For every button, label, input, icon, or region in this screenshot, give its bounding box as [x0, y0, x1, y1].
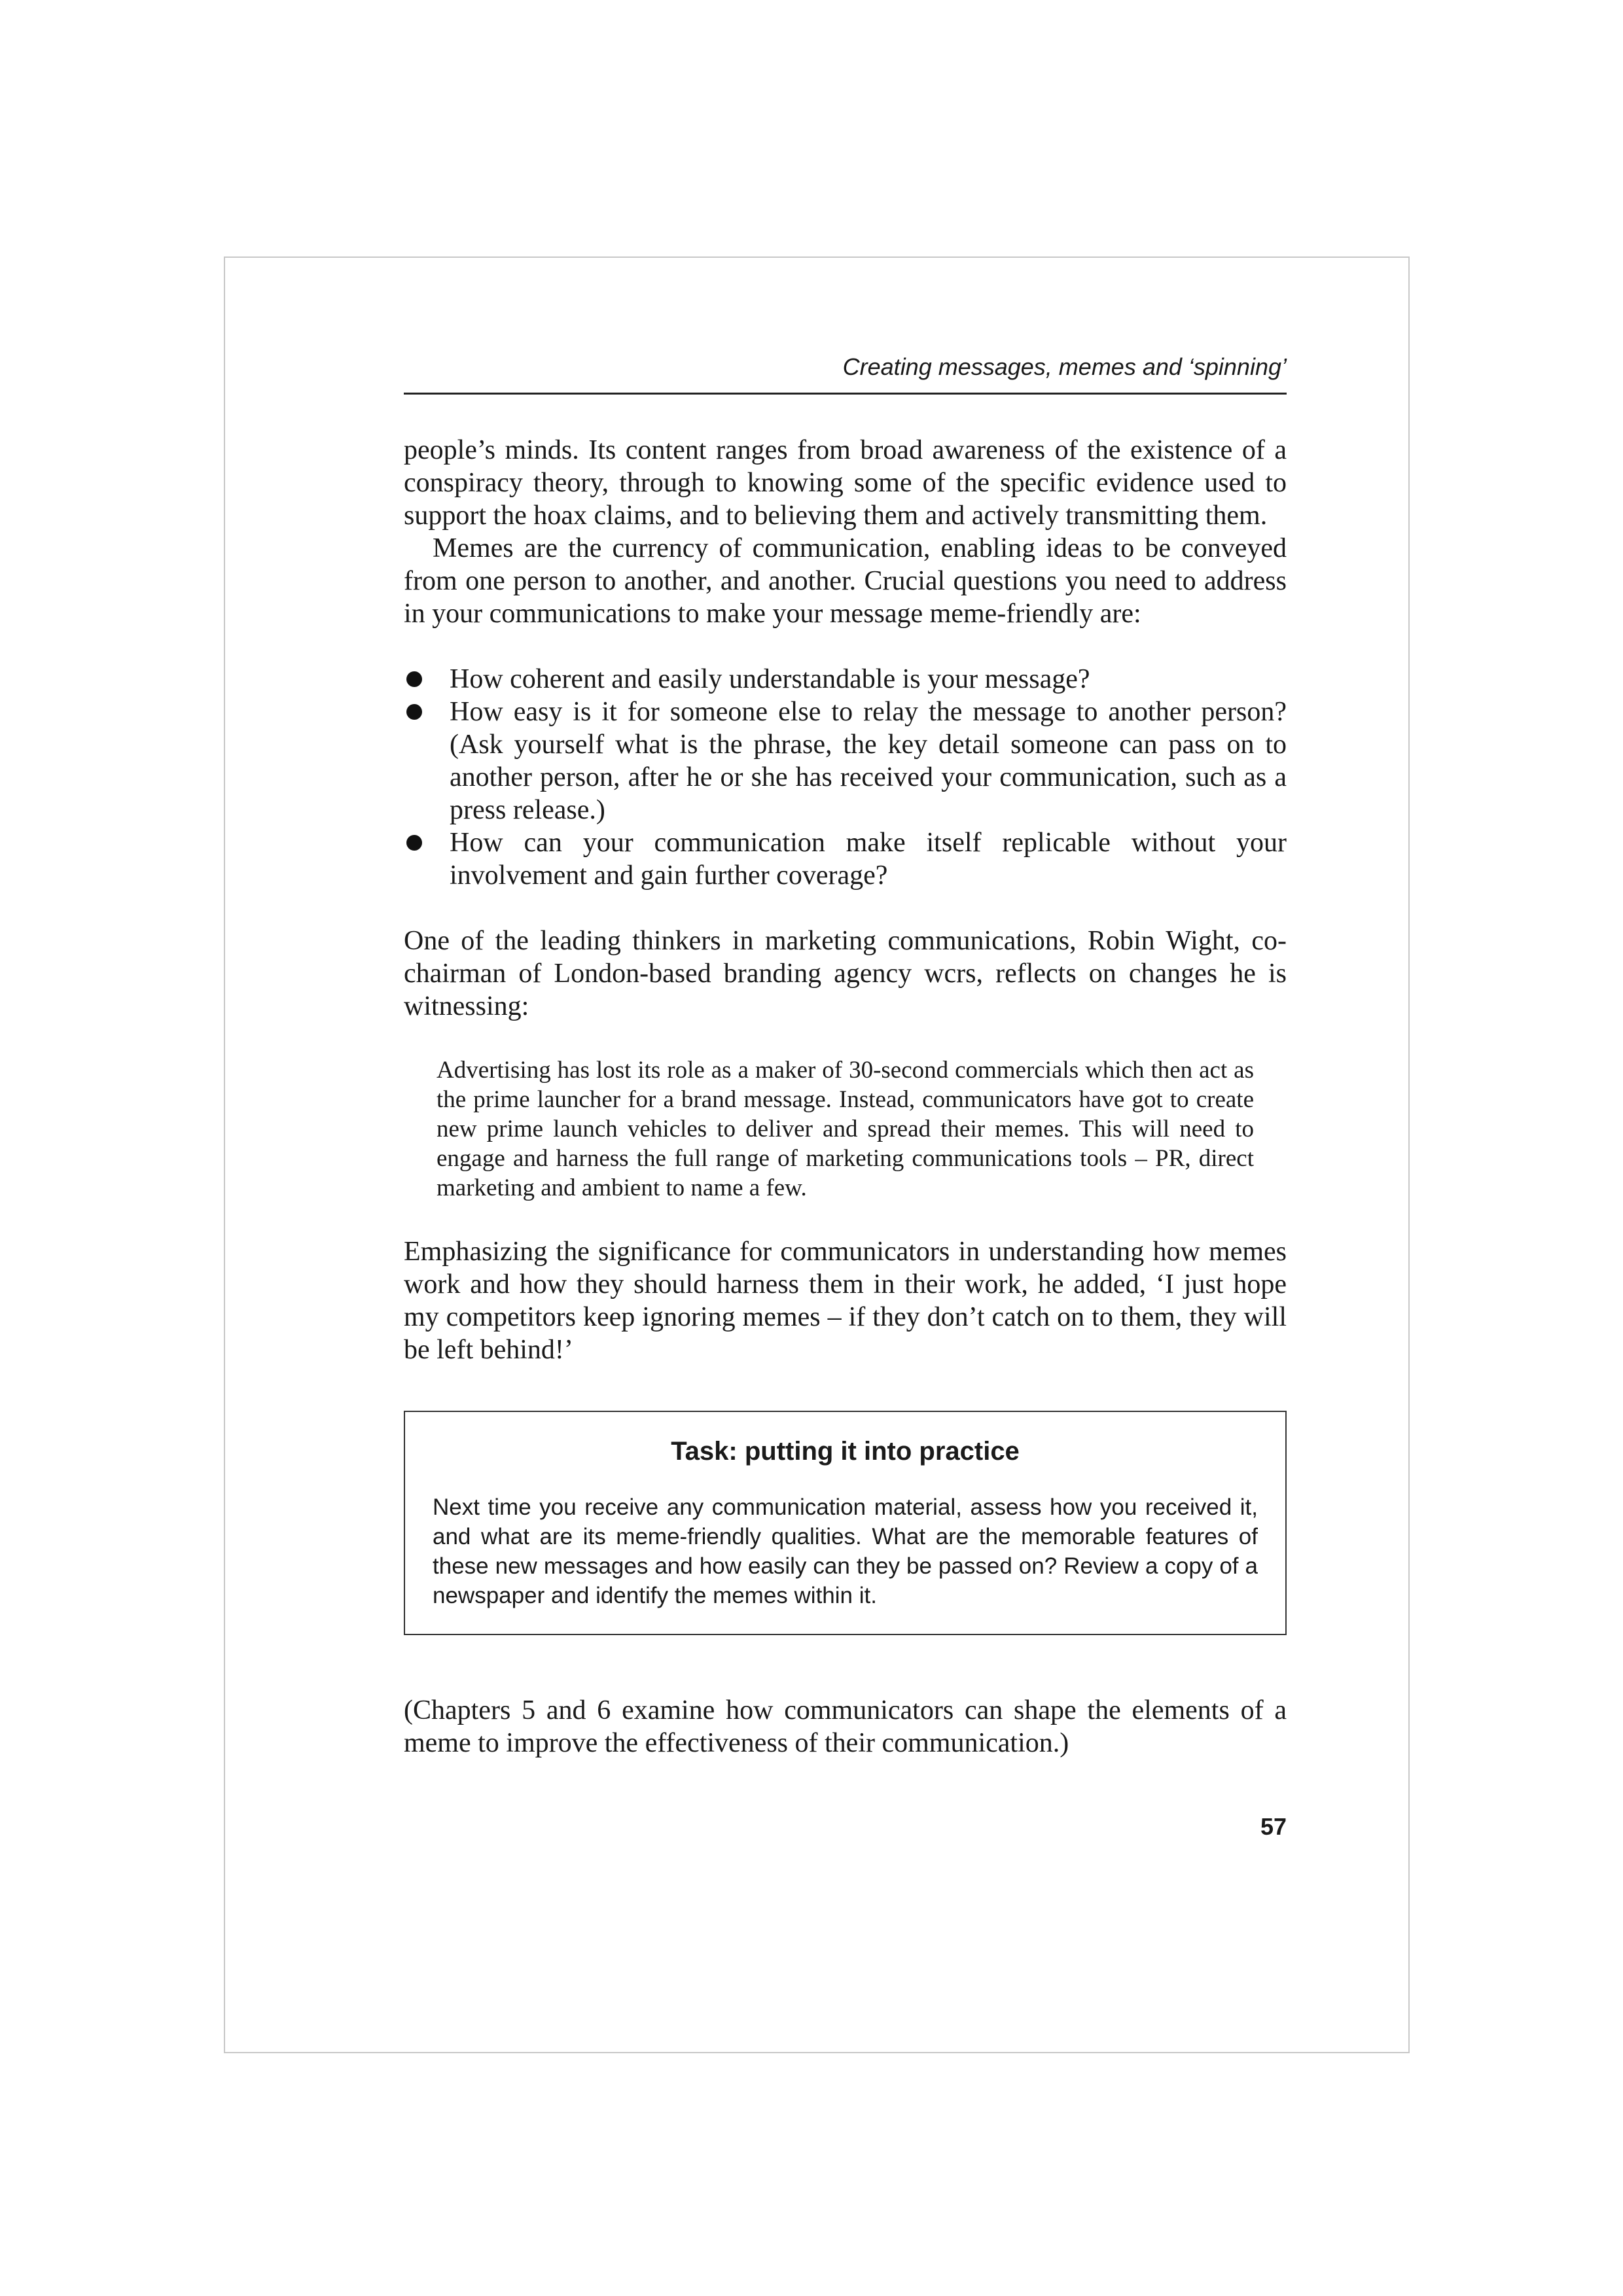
body-text: [404, 925, 1287, 1023]
task-body: Next time you receive any communication material, assess how you received it, and what are its meme-friendly qualities. What are the memorable features of these new messages and how easily can they be passed on? Review a copy of a newspaper and identify the memes within it.: [433, 1494, 1258, 1608]
paragraph: people’s minds. Its content ranges from broad awareness of the existence of a conspiracy theory, through to knowing some of the specific evidence used to support the hoax claims, and to believing them and actively transmitting them.: [404, 435, 1287, 531]
body-text: [404, 1694, 1287, 1759]
paragraph: (Chapters 5 and 6 examine how communicators can shape the elements of a meme to improve the effectiveness of their communication.): [404, 1695, 1287, 1758]
bullet-icon: [406, 671, 422, 687]
bullet-icon: [406, 835, 422, 851]
paragraph: Memes are the currency of communication, enabling ideas to be conveyed from one person to another, and another. Crucial questions you need to address in your communications to make your message meme-friendly are:: [404, 533, 1287, 629]
body-text: [404, 1235, 1287, 1366]
page-number: 57: [1260, 1813, 1287, 1840]
list-item: [404, 663, 1287, 696]
task-box: [404, 1411, 1287, 1635]
running-head: Creating messages, memes and ‘spinning’: [404, 353, 1287, 395]
list-item: [404, 696, 1287, 826]
block-quote: Advertising has lost its role as a maker of 30-second commercials which then act as the prime launcher for a brand message. Instead, communicators have got to create new prime launch vehicles to deliver and spread their memes. This will need to engage and harness the full range of marketing communications tools – PR, direct marketing and ambient to name a few.: [437, 1057, 1254, 1201]
paragraph: Emphasizing the significance for communicators in understanding how memes work and how they should harness them in their work, he added, ‘I just hope my competitors keep ignoring memes – if they don’t catch on to them, they will be left behind!’: [404, 1237, 1287, 1365]
paragraph: One of the leading thinkers in marketing communications, Robin Wight, co-chairman of London-based branding agency wcrs, reflects on changes he is witnessing:: [404, 926, 1287, 1021]
body-text: [404, 434, 1287, 630]
bullet-icon: [406, 704, 422, 720]
bullet-list: [404, 663, 1287, 892]
list-item-text: How can your communication make itself replicable without your involvement and gain further coverage?: [450, 828, 1287, 891]
list-item: [404, 826, 1287, 892]
list-item-text: How easy is it for someone else to relay the message to another person? (Ask yourself what is the phrase, the key detail someone can pass on to another person, after he or she has received your communication, such as a press release.): [450, 697, 1287, 825]
task-title: Task: putting it into practice: [671, 1437, 1020, 1466]
list-item-text: How coherent and easily understandable is your message?: [450, 664, 1090, 694]
page-content: [404, 353, 1287, 1841]
